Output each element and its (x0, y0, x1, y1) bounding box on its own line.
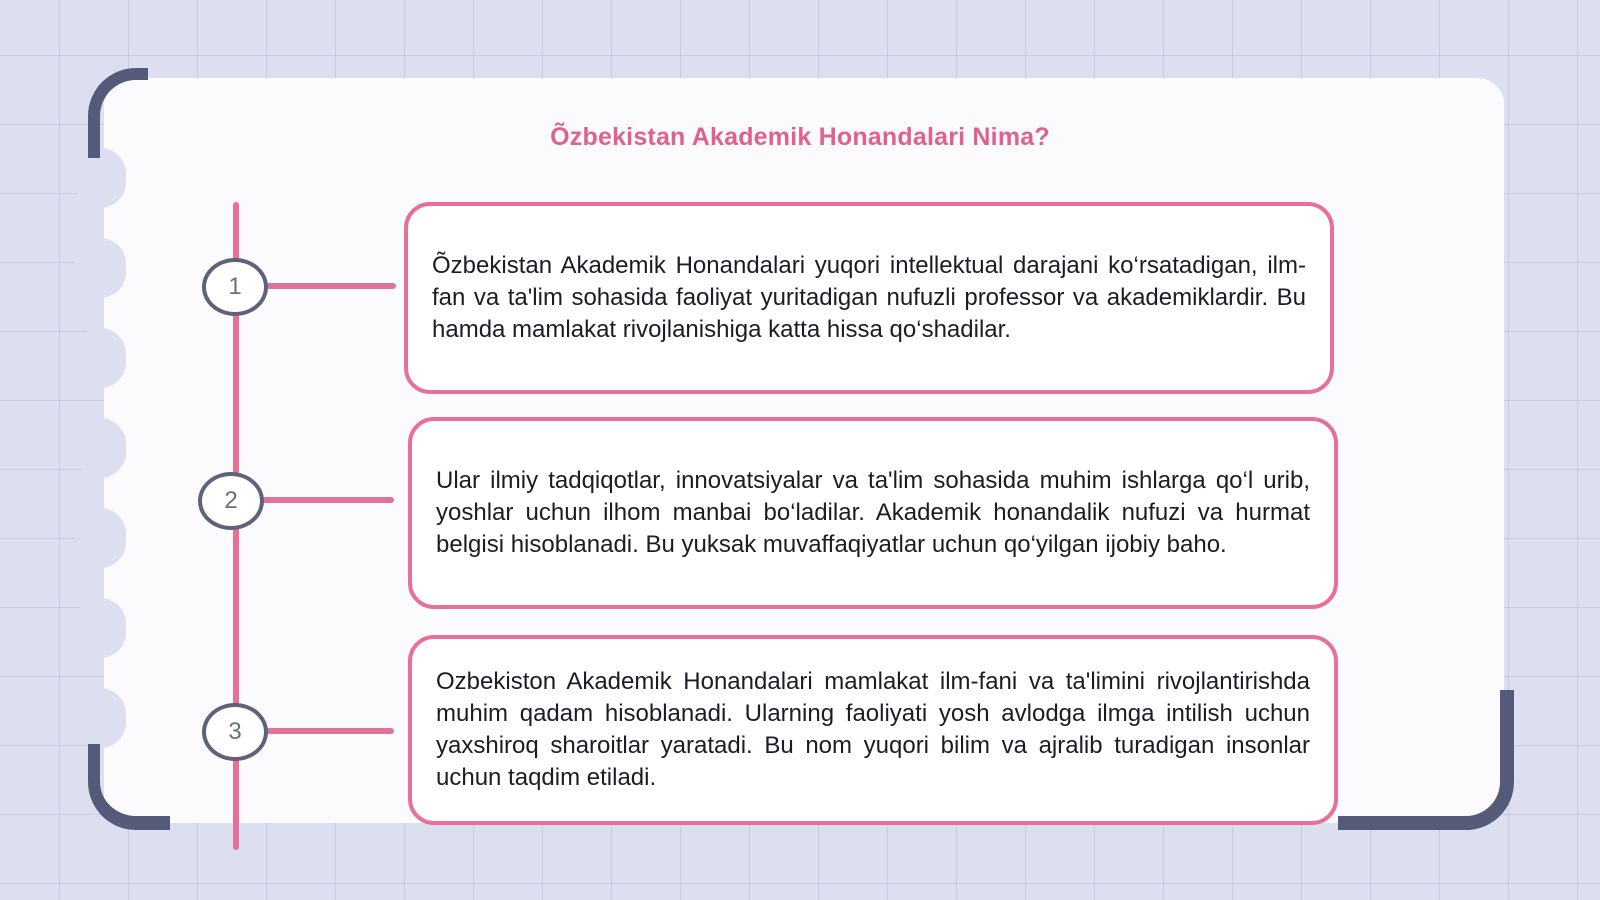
step-number-badge: 2 (198, 472, 264, 530)
step-connector (262, 497, 394, 503)
frame-corner-bottom-left (88, 744, 170, 830)
step-number-badge: 3 (202, 703, 268, 761)
step-card-2 (408, 417, 1338, 609)
step-text: Ular ilmiy tadqiqotlar, innovatsiyalar va ta'lim sohasida muhim ishlarga qo‘l urib, yoshlar uchun ilhom manbai bo‘ladilar. Akademik honandalik nufuzi va hurmat belgisi hisoblanadi. Bu yuksak muvaffaqiyatlar uchun qo‘yilgan ijobiy baho. (436, 467, 1310, 558)
card-notch (74, 508, 126, 568)
card-notch (74, 328, 126, 388)
frame-corner-bottom-right (1338, 690, 1514, 830)
card-notch (74, 688, 126, 748)
step-text: Ozbekiston Akademik Honandalari mamlakat ilm-fani va ta'limini rivojlantirishda muhim qadam hisoblanadi. Ularning faoliyati yosh avlodga ilmga intilish uchun yaxshiroq sharoitlar yaratadi. Bu nom yuqori bilim va ajralib turadigan insonlar uchun taqdim etiladi. (436, 668, 1310, 791)
card-notch (74, 598, 126, 658)
step-card-1 (404, 202, 1334, 394)
step-text: Õzbekistan Akademik Honandalari yuqori intellektual darajani ko‘rsatadigan, ilm-fan va ta'lim sohasida faoliyat yuritadigan nufuzli professor va akademiklardir. Bu hamda mamlakat rivojlanishiga katta hissa qo‘shadilar. (432, 252, 1306, 343)
step-number-badge: 1 (202, 258, 268, 316)
step-connector (264, 728, 394, 734)
card-notch (74, 418, 126, 478)
step-card-3 (408, 635, 1338, 825)
slide-title: Õzbekistan Akademik Honandalari Nima? (550, 123, 1050, 151)
step-connector (264, 283, 396, 289)
card-notch (74, 238, 126, 298)
